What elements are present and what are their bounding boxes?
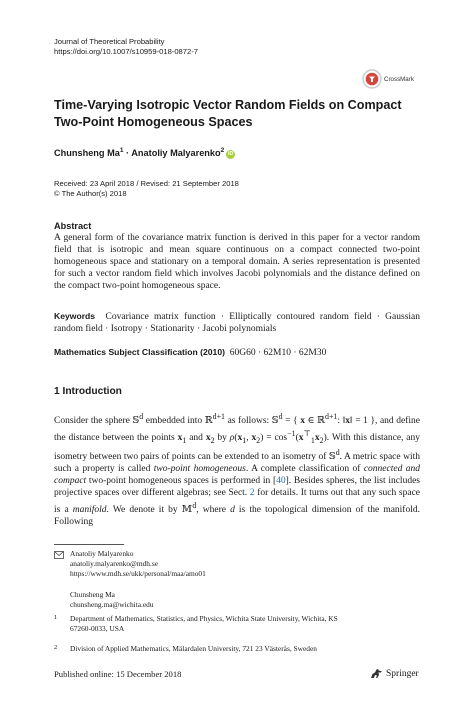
intro-text: as follows: 𝕊 xyxy=(225,416,279,427)
copyright: © The Author(s) 2018 xyxy=(54,189,127,198)
keywords-text: Covariance matrix function · Elliptically contoured random field · Gaussian random field · Isotropy · Stationarity · Jacobi polynomials xyxy=(54,312,421,334)
affiliation-line: 67260-0033, USA xyxy=(70,623,125,633)
section-heading-introduction: 1 Introduction xyxy=(54,386,122,397)
envelope-icon xyxy=(54,551,64,559)
publication-dates xyxy=(54,179,239,199)
received-revised: Received: 23 April 2018 / Revised: 21 September 2018 xyxy=(54,179,239,188)
intro-sub: 1 xyxy=(242,436,247,446)
intro-math: d xyxy=(230,504,235,515)
intro-sup: d xyxy=(278,412,283,421)
author-2-affiliation: 2 xyxy=(220,147,225,154)
contact-email[interactable]: anatoliy.malyarenko@mdh.se xyxy=(70,558,159,568)
intro-text: Consider the sphere 𝕊 xyxy=(54,416,140,427)
intro-text: ) = cos xyxy=(260,433,288,444)
contact-name: Anatoliy Malyarenko xyxy=(70,549,134,558)
citation-link[interactable]: 40 xyxy=(276,475,286,486)
author-1: Chunsheng Ma xyxy=(54,148,120,159)
intro-text: = { xyxy=(282,416,301,427)
affiliation-line: Department of Mathematics, Statistics, and Physics, Wichita State University, Wichita, KS xyxy=(70,614,338,623)
intro-emphasis: two-point homogeneous xyxy=(153,464,246,475)
intro-sup: ⊤ xyxy=(303,429,311,439)
intro-math: x xyxy=(177,433,183,444)
keywords-label: Keywords xyxy=(54,311,96,321)
intro-text: ( xyxy=(234,433,238,444)
intro-sub: 1 xyxy=(310,436,315,446)
intro-text: for details. It turns out that any such space is a xyxy=(54,487,420,515)
intro-text: . We denote it by 𝕄 xyxy=(106,504,193,515)
intro-sub: 2 xyxy=(256,436,261,446)
intro-text: ‖ = 1 }, and define the distance between the points xyxy=(54,416,420,444)
journal-header xyxy=(54,37,198,57)
msc-codes: 60G60 · 62M10 · 62M30 xyxy=(229,348,327,358)
author-separator: · xyxy=(123,148,132,159)
affiliation-2: Division of Applied Mathematics, Mälardalen University, 721 23 Västerås, Sweden xyxy=(70,644,317,653)
author-1-affiliation: 1 xyxy=(119,147,124,154)
intro-emphasis: connected and compact xyxy=(54,464,420,486)
intro-text: embedded into ℝ xyxy=(143,416,213,427)
doi-link[interactable]: https://doi.org/10.1007/s10959-018-0872-7 xyxy=(54,47,198,56)
intro-text: ). With this distance, any isometry between two pairs of points can be extended to an isometry of 𝕊 xyxy=(54,433,421,463)
intro-emphasis: manifold xyxy=(72,504,107,515)
intro-text: , where xyxy=(196,504,231,515)
footnote-divider xyxy=(54,544,124,545)
intro-text: is the topological dimension of the manifold. Following xyxy=(54,504,420,527)
crossmark-label: CrossMark xyxy=(384,76,414,83)
msc-classification xyxy=(54,347,420,360)
intro-sup: d+1 xyxy=(212,412,225,421)
intro-sub: 2 xyxy=(210,436,215,446)
intro-sup: −1 xyxy=(287,429,296,439)
corresponding-author xyxy=(70,549,206,579)
contact-name: Chunsheng Ma xyxy=(70,590,115,599)
msc-label: Mathematics Subject Classification (2010) xyxy=(54,347,225,357)
intro-text: ]. Besides spheres, the list includes projective spaces over different algebras; see Sect. xyxy=(54,475,420,498)
crossmark-icon xyxy=(362,69,382,89)
affiliation-number: 2 xyxy=(54,644,58,651)
intro-math: ρ xyxy=(229,433,235,444)
intro-text: ∈ ℝ xyxy=(304,416,325,427)
intro-math: x xyxy=(237,433,243,444)
crossmark-badge[interactable] xyxy=(362,69,424,91)
intro-math: x xyxy=(298,433,304,444)
publisher-name: Springer xyxy=(386,668,419,679)
title-line-2: Two-Point Homogeneous Spaces xyxy=(54,114,253,129)
intro-text: , xyxy=(246,433,252,444)
intro-math: x xyxy=(251,433,257,444)
section-link[interactable]: 2 xyxy=(249,487,255,498)
intro-math: x xyxy=(300,416,305,427)
paper-title xyxy=(54,97,434,130)
affiliation-number: 1 xyxy=(54,614,58,621)
intro-sup: d xyxy=(335,448,340,458)
intro-sub: 2 xyxy=(319,436,324,446)
intro-text: ( xyxy=(295,433,299,444)
abstract-text: A general form of the covariance matrix function is derived in this paper for a vector random field that is isotropic and mean square continuous on a compact connected two-point homogeneous space and stationary on a temporal domain. A series representation is presented for such a vector random field which involves Jacobi polynomials and the distance defined on the compact two-point homogeneous space. xyxy=(54,233,420,291)
author-2: Anatoliy Malyarenko xyxy=(131,148,221,159)
abstract-heading: Abstract xyxy=(54,221,92,231)
intro-text: and xyxy=(186,433,206,444)
intro-text: two-point homogeneous spaces is performed in [ xyxy=(86,475,277,486)
orcid-icon[interactable]: iD xyxy=(228,151,234,158)
intro-sup: d xyxy=(139,412,144,421)
intro-sup: d xyxy=(192,500,197,510)
intro-sub: 1 xyxy=(182,436,187,446)
springer-horse-icon xyxy=(370,668,383,679)
intro-math: x xyxy=(345,416,350,427)
intro-sup: d+1 xyxy=(325,412,338,421)
second-author-contact xyxy=(70,590,154,610)
author-list xyxy=(54,147,235,159)
affiliation-1 xyxy=(70,614,420,634)
intro-text: by xyxy=(214,433,230,444)
intro-math: x xyxy=(205,433,211,444)
intro-math: x xyxy=(314,433,320,444)
intro-text: : ‖ xyxy=(337,416,346,427)
intro-text: . A metric space with such a property is called xyxy=(54,452,420,475)
keywords xyxy=(54,311,420,336)
springer-logo xyxy=(370,668,419,679)
title-line-1: Time-Varying Isotropic Vector Random Fields on Compact xyxy=(54,98,402,112)
introduction-paragraph xyxy=(54,411,420,529)
contact-url[interactable]: https://www.mdh.se/ukk/personal/maa/amo01 xyxy=(70,568,206,578)
journal-name: Journal of Theoretical Probability xyxy=(54,37,165,46)
published-date: Published online: 15 December 2018 xyxy=(54,669,182,679)
intro-text: . A complete classification of xyxy=(245,464,364,475)
contact-email[interactable]: chunsheng.ma@wichita.edu xyxy=(70,599,154,609)
